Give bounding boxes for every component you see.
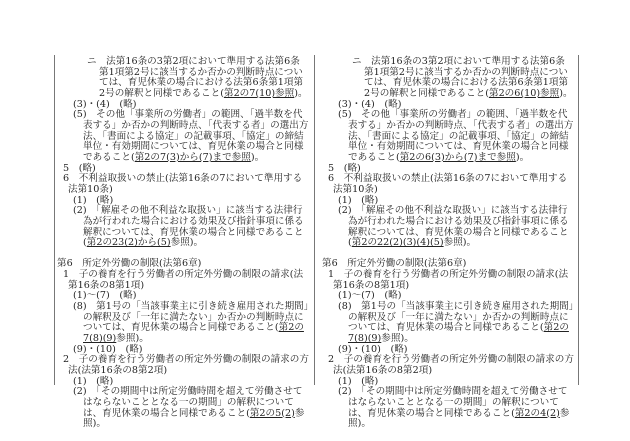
text-run: (9)・(10) (略) [73, 343, 143, 355]
text-run: (1) (略) [73, 375, 114, 387]
paragraph [57, 110, 309, 163]
cross-reference: 第2の22(2)(3)(4)(5) [351, 237, 444, 249]
text-run: (3)・(4) (略) [338, 98, 402, 110]
text-run: (2) 「解雇その他不利益な取扱い」に該当する法律行為が行われた場合における効果及び指針事項に係る解釈については、育児休業の場合と同様であること( [338, 205, 569, 249]
paragraph [322, 174, 574, 195]
text-run: 参照)。 [170, 237, 204, 249]
paragraph [322, 110, 574, 163]
text-run: 6 不利益取扱いの禁止(法第16条の7において準用する法第10条) [63, 173, 303, 195]
text-run: 6 不利益取扱いの禁止(法第16条の7において準用する法第10条) [328, 173, 568, 195]
paragraph [57, 270, 309, 291]
cross-reference: 第2の23(2)から(5) [86, 237, 171, 249]
text-run: (1)～(7) (略) [73, 290, 137, 302]
text-run: 参照)。 [381, 333, 414, 345]
left-column-border [54, 55, 55, 385]
text-run: 第6 所定外労働の制限(法第6章) [322, 258, 467, 270]
paragraph [57, 57, 309, 100]
text-run: 5 (略) [328, 162, 361, 174]
paragraph [57, 174, 309, 195]
text-run: (1)～(7) (略) [338, 290, 402, 302]
text-run: 参照)。 [348, 407, 570, 430]
paragraph [57, 355, 309, 376]
text-run: 参照)。 [83, 407, 305, 430]
text-run: (2) 「解雇その他不利益な取扱い」に該当する法律行為が行われた場合における効果及び指針事項に係る解釈については、育児休業の場合と同様であること( [73, 205, 304, 249]
right-column-text [322, 56, 574, 430]
cross-reference: 第2の7(8)(9) [348, 322, 569, 345]
text-run: (1) (略) [338, 194, 379, 206]
text-run: 1 子の養育を行う労働者の所定外労働の制限の請求(法第16条の8第1項) [63, 269, 304, 291]
paragraph [57, 387, 309, 430]
text-run: 2 子の養育を行う労働者の所定外労働の制限の請求の方法(法第16条の8第2項) [328, 354, 574, 377]
text-run: (5) その他「事業所の労働者」の範囲、「過半数を代表する」か否かの判断時点、「代表する者」の選出方法、「書面による協定」の記載事項、「協定」の締結単位・有効期間については、育児休業の場合と同様であること( [338, 109, 574, 163]
column-divider [314, 55, 315, 385]
cross-reference: 第2の5(2) [249, 407, 295, 419]
text-run: (1) (略) [338, 375, 379, 387]
text-run: (1) (略) [73, 194, 114, 206]
text-run: (3)・(4) (略) [73, 98, 137, 110]
text-run: 5 (略) [63, 162, 96, 174]
paragraph [322, 206, 574, 249]
cross-reference: 第2の7(10)参照 [223, 87, 295, 99]
text-run: )。 [250, 151, 265, 163]
paragraph [322, 387, 574, 430]
text-run: 第6 所定外労働の制限(法第6章) [57, 258, 202, 270]
cross-reference: 第2の4(2) [514, 407, 560, 419]
cross-reference: 第2の6(3)から(7)まで参照 [399, 151, 516, 163]
paragraph [322, 57, 574, 100]
text-run: )。 [559, 87, 573, 99]
text-run: 1 子の養育を行う労働者の所定外労働の制限の請求(法第16条の8第1項) [328, 269, 569, 291]
text-run: (2) 「その期間中は所定労働時間を超えて労働させてはならないこととなる一の期間」の解釈については、育児休業の場合と同様であること( [338, 386, 568, 419]
text-run: (9)・(10) (略) [338, 343, 408, 355]
text-run: 参照)。 [443, 237, 477, 249]
cross-reference: 第2の6(10)参照 [488, 87, 560, 99]
right-column-border [578, 55, 579, 385]
text-run: ニ 法第16条の3第2項において準用する法第6条第1項第2号に該当するか否かの判断時点については、育児休業の場合における法第6条第1項第2号の解釈と同様であること( [352, 56, 569, 99]
paragraph [322, 302, 574, 345]
left-column-text [57, 56, 309, 430]
text-run: (5) その他「事業所の労働者」の範囲、「過半数を代表する」か否かの判断時点、「代表する者」の選出方法、「書面による協定」の記載事項、「協定」の締結単位・有効期間については、育児休業の場合と同様であること( [73, 109, 309, 163]
cross-reference: 第2の7(3)から(7)まで参照 [134, 151, 251, 163]
paragraph [322, 355, 574, 376]
text-run: (8) 第1号の「当該事業主に引き続き雇用された期間」の解釈及び「一年に満たない」か否かの判断時点については、育児休業の場合と同様であること( [338, 301, 574, 334]
text-run: )。 [294, 87, 308, 99]
text-run: 2 子の養育を行う労働者の所定外労働の制限の請求の方法(法第16条の8第2項) [63, 354, 309, 377]
text-run: (2) 「その期間中は所定労働時間を超えて労働させてはならないこととなる一の期間」の解釈については、育児休業の場合と同様であること( [73, 386, 303, 419]
text-run: ニ 法第16条の3第2項において準用する法第6条第1項第2号に該当するか否かの判断時点については、育児休業の場合における法第6条第1項第2号の解釈と同様であること( [87, 56, 304, 99]
paragraph [322, 270, 574, 291]
text-run: 参照)。 [116, 333, 149, 345]
cross-reference: 第2の7(8)(9) [83, 322, 304, 345]
paragraph [57, 302, 309, 345]
text-run: )。 [515, 151, 530, 163]
text-run: (8) 第1号の「当該事業主に引き続き雇用された期間」の解釈及び「一年に満たない」か否かの判断時点については、育児休業の場合と同様であること( [73, 301, 309, 334]
paragraph [57, 206, 309, 249]
